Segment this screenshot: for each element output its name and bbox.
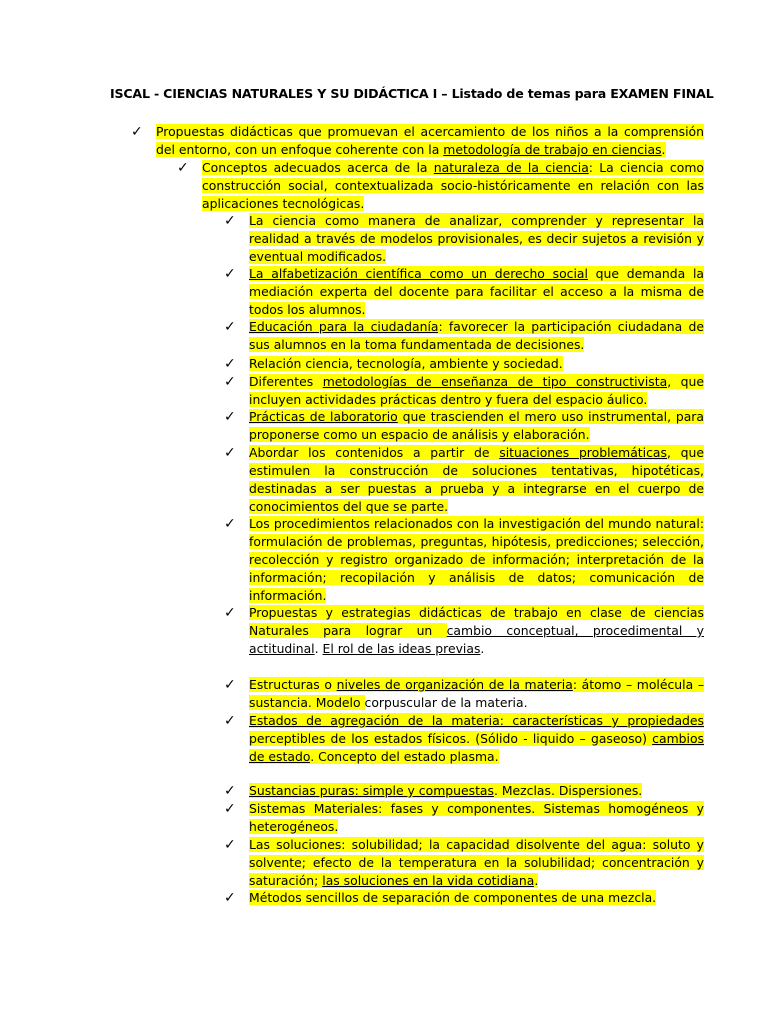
topic-text: : favorecer la participación ciudadana de sus alumnos en la toma fundamentada de decisiones. <box>249 319 704 352</box>
topic-item <box>177 159 704 213</box>
checkmark-icon: ✓ <box>224 374 236 390</box>
topic-item <box>224 373 704 409</box>
topic-item <box>224 355 704 373</box>
topic-text: situaciones problemáticas <box>499 445 667 460</box>
checkmark-icon: ✓ <box>224 801 236 817</box>
topic-text: Los procedimientos relacionados con la investigación del mundo natural: formulación de problemas, preguntas, hipótesis, predicciones; selección, recolección y registro organizado de información; interpretación de la información; recopilación y análisis de datos; comunicación de información. <box>249 516 704 603</box>
topic-text: Abordar los contenidos a partir de <box>249 445 500 460</box>
topic-text: naturaleza de la ciencia <box>433 160 589 175</box>
topic-item <box>224 800 704 836</box>
topic-text: Las soluciones: solubilidad; la capacidad disolvente del agua: soluto y solvente; efecto de la temperatura en la solubilidad; concentración y saturación; <box>249 837 704 888</box>
topic-item <box>224 782 704 800</box>
checkmark-icon: ✓ <box>224 213 236 229</box>
topic-item <box>224 836 704 890</box>
topic-item <box>131 123 704 159</box>
checkmark-icon: ✓ <box>224 783 236 799</box>
topic-text: Sistemas Materiales: fases y componentes. Sistemas homogéneos y heterogéneos. <box>249 801 704 834</box>
topic-text: Conceptos adecuados acerca de la <box>202 160 434 175</box>
checkmark-icon: ✓ <box>224 837 236 853</box>
topic-text: Prácticas de laboratorio <box>249 409 398 424</box>
checkmark-icon: ✓ <box>224 516 236 532</box>
topic-text: Diferentes <box>249 374 323 389</box>
checkmark-icon: ✓ <box>224 409 236 425</box>
topic-text: . <box>661 142 666 157</box>
checkmark-icon: ✓ <box>224 713 236 729</box>
topic-text: las soluciones en la vida cotidiana <box>322 873 535 888</box>
topic-text: que demanda la mediación experta del docente para facilitar el acceso a la misma de todos los alumnos. <box>249 266 704 317</box>
topic-item <box>224 408 704 444</box>
topic-text: metodología de trabajo en ciencias <box>443 142 662 157</box>
topic-text: . <box>314 641 323 656</box>
topic-item <box>224 889 704 907</box>
topic-text: Estados de agregación de la materia: características y propiedades <box>249 713 704 728</box>
topic-item <box>224 444 704 516</box>
topic-text: Métodos sencillos de separación de componentes de una mezcla. <box>249 890 657 905</box>
topic-text: cambio conceptual, procedimental y actitudinal <box>249 623 704 656</box>
topic-text: perceptibles de los estados físicos. (Sólido - liquido – gaseoso) <box>249 731 653 746</box>
topic-text: : La ciencia como construcción social, contextualizada socio-históricamente en relación con las aplicaciones tecnológicas. <box>202 160 704 211</box>
topic-text: : átomo – molécula – sustancia. Modelo <box>249 677 705 710</box>
topic-item <box>224 712 704 766</box>
topic-text: Relación ciencia, tecnología, ambiente y sociedad. <box>249 356 563 371</box>
document-title: ISCAL - CIENCIAS NATURALES Y SU DIDÁCTICA I – Listado de temas para EXAMEN FINAL <box>110 86 714 101</box>
topic-item <box>224 212 704 266</box>
checkmark-icon: ✓ <box>224 445 236 461</box>
topic-text: . <box>534 873 539 888</box>
topic-text: Propuestas didácticas que promuevan el acercamiento de los niños a la comprensión del entorno, con un enfoque coherente con la <box>156 124 704 157</box>
checkmark-icon: ✓ <box>224 677 236 693</box>
topic-text: niveles de organización de la materia <box>336 677 573 692</box>
topic-text: corpuscular de la materia. <box>364 695 528 710</box>
topic-text: Sustancias puras: simple y compuestas <box>249 783 494 798</box>
checkmark-icon: ✓ <box>224 605 236 621</box>
topic-text: . <box>480 641 485 656</box>
topic-text: metodologías de enseñanza de tipo constructivista <box>322 374 668 389</box>
topic-text: , que estimulen la construcción de soluciones tentativas, hipotéticas, destinadas a ser puestas a prueba y a integrarse en el cuerpo de conocimientos del que se parte. <box>249 445 704 514</box>
topic-item <box>224 515 704 605</box>
topic-text: El rol de las ideas previas <box>322 641 481 656</box>
topic-text: que trascienden el mero uso instrumental, para proponerse como un espacio de análisis y elaboración. <box>249 409 704 442</box>
topic-text: . Mezclas. Dispersiones. <box>493 783 643 798</box>
topic-text: cambios de estado <box>249 731 704 764</box>
topic-text: , que incluyen actividades prácticas dentro y fuera del espacio áulico. <box>249 374 704 407</box>
checkmark-icon: ✓ <box>177 160 189 176</box>
topic-text: La alfabetización científica como un derecho social <box>249 266 588 281</box>
topic-text: Propuestas y estrategias didácticas de trabajo en clase de ciencias Naturales para lograr un <box>249 605 704 638</box>
topic-item <box>224 265 704 319</box>
checkmark-icon: ✓ <box>131 124 143 140</box>
topic-text: La ciencia como manera de analizar, comprender y representar la realidad a través de modelos provisionales, es decir sujetos a revisión y eventual modificados. <box>249 213 704 264</box>
checkmark-icon: ✓ <box>224 266 236 282</box>
checkmark-icon: ✓ <box>224 890 236 906</box>
topic-item <box>224 604 704 658</box>
checkmark-icon: ✓ <box>224 319 236 335</box>
topic-item <box>224 676 705 712</box>
topic-text: Educación para la ciudadanía <box>249 319 439 334</box>
topic-item <box>224 318 704 354</box>
checkmark-icon: ✓ <box>224 356 236 372</box>
topic-text: . Concepto del estado plasma. <box>310 749 499 764</box>
topic-text: Estructuras o <box>249 677 337 692</box>
